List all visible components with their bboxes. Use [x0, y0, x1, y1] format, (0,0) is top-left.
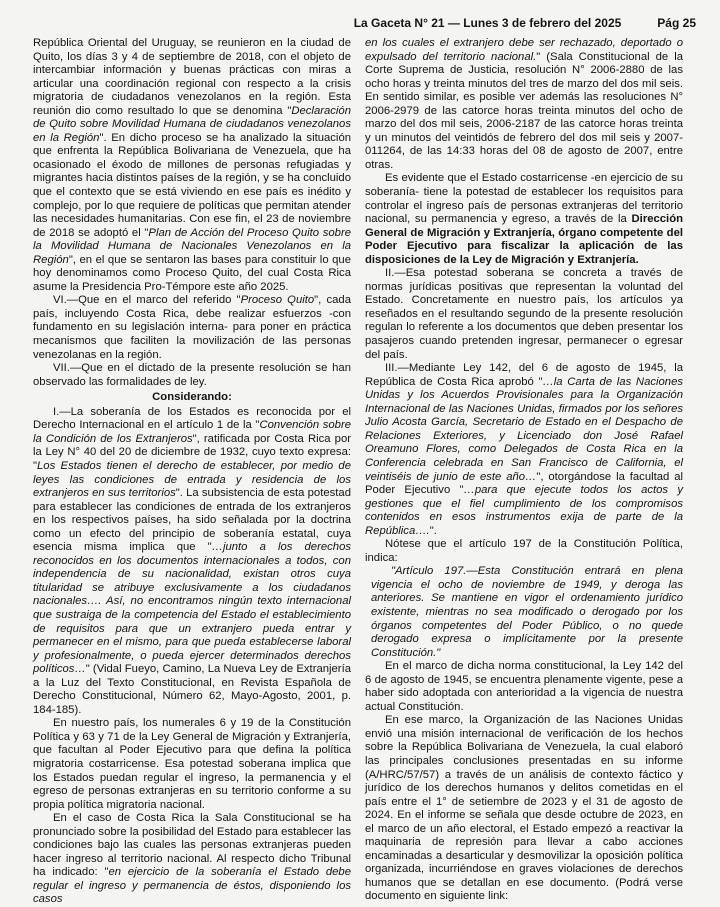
paragraph: I.—La soberanía de los Estados es reconocida por el Derecho Internacional en el artículo 1 de la "Convención sobre la Condición de los Extranjeros", ratificada por Costa Rica por la Ley N° 40 del 20 de diciembre de 1932, cuyo texto expresa: "Los Estados tienen el derecho de establecer, por medio de leyes las condiciones de entrada y residencia de los extranjeros en sus territorios". La subsistencia de esta potestad para establecer las condiciones de entrada de los extranjeros en los respectivos países, ha sido señalada por la doctrina como un efecto del principio de soberanía estatal, cuya esencia misma implica que "…junto a los derechos reconocidos en los documentos internacionales a todos, con independencia de su nacionalidad, existan otros cuya titularidad se atribuye exclusivamente a los ciudadanos nacionales…. Así, no encontramos ningún texto internacional que sustraiga de la competencia del Estado el establecimiento de requisitos para que un extranjero pueda entrar y permanecer en el mismo, para que pueda establecerse laboral y profesionalmente, o pueda ejercer determinados derechos políticos…" (Vidal Fueyo, Camino, La Nueva Ley de Extranjería a la Luz del Texto Constitucional, en Revista Española de Derecho Constitucional, Número 62, Mayo-Agosto, 2001, p. 184-185).: [33, 405, 351, 716]
left-column: [33, 37, 351, 907]
paragraph: III.—Mediante Ley 142, del 6 de agosto de 1945, la República de Costa Rica aprobó "…la Carta de las Naciones Unidas y los Acuerdos Provisionales para la Organización Internacional de las Naciones Unidas, firmados por los señores Julio Acosta García, Secretario de Estado en el Despacho de Relaciones Exteriores, y Licenciado don José Rafael Oreamuno Flores, como Delegados de Costa Rica en la Conferencia celebrada en San Francisco de California, el veintiséis de junio de este año…", otorgándose la facultad al Poder Ejecutivo "…para que ejecute todos los actos y gestiones que el fiel cumplimiento de los compromisos contenidos en esos instrumentos exija de parte de la República….".: [365, 362, 684, 537]
paragraph: Nótese que el artículo 197 de la Constitución Política, indica:: [365, 538, 683, 564]
paragraph: VII.—Que en el dictado de la presente resolución se han observado las formalidades de ley.: [33, 362, 351, 388]
paragraph: VI.—Que en el marco del referido "Proceso Quito", cada país, incluyendo Costa Rica, debe realizar esfuerzos -con fundamento en su legislación interna- para poner en práctica mecanismos que faciliten la movilización de las personas venezolanas en la región.: [33, 294, 351, 361]
section-heading: Considerando:: [152, 391, 232, 404]
paragraph: II.—Esa potestad soberana se concreta a través de normas jurídicas positivas que representan la voluntad del Estado. Concretamente en nuestro país, los artículos ya reseñados en el resultando segundo de la presente resolución regulan lo referente a los documentos que deben presentar los pasajeros cuando pretenden ingresar, permanecer o egresar del país.: [365, 267, 683, 361]
right-column: [365, 37, 683, 907]
paragraph: en los cuales el extranjero debe ser rechazado, deportado o expulsado del territorio nacional." (Sala Constitucional de la Corte Suprema de Justicia, resolución N° 2006-2880 de las ocho horas y treinta minutos del tres de marzo del dos mil seis. En sentido similar, es posible ver además las resoluciones N° 2006-2979 de las catorce horas treinta minutos del ocho de marzo del dos mil seis, 2006-2187 de las catorce horas treinta y un minutos del veintidós de febrero del dos mil seis y 2007-011264, de las 14:33 horas del 08 de agosto de 2007, entre otras.: [365, 37, 683, 171]
paragraph: Es evidente que el Estado costarricense -en ejercicio de su soberanía- tiene la potestad de establecer los requisitos para controlar el ingreso país de personas extranjeras del territorio nacional, su permanencia y egreso, a través de la Dirección General de Migración y Extranjería, órgano competente del Poder Ejecutivo para fiscalizar la aplicación de las disposiciones de la Ley de Migración y Extranjería.: [365, 172, 683, 266]
paragraph: República Oriental del Uruguay, se reunieron en la ciudad de Quito, los días 3 y 4 de septiembre de 2018, con el objeto de intercambiar información y buenas prácticas con miras a articular una coordinación regional con respecto a la crisis migratoria de ciudadanos venezolanos en la región. Esta reunión dio como resultado lo que se denomina "Declaración de Quito sobre Movilidad Humana de ciudadanos venezolanos en la Región". En dicho proceso se ha analizado la situación que enfrenta la República Bolivariana de Venezuela, que ha ocasionado el éxodo de millones de personas refugiadas y migrantes hacia distintos países de la región, y se ha concluido que el contexto que se está viviendo en ese país es inédito y complejo, por lo que requiere de políticas que permitan atender las necesidades humanitarias. Con ese fin, el 23 de noviembre de 2018 se adoptó el "Plan de Acción del Proceso Quito sobre la Movilidad Humana de Nacionales Venezolanos en la Región", en el que se sentaron las bases para constituir lo que hoy denominamos como Proceso Quito, del cual Costa Rica asume la Presidencia Pro-Témpore este año 2025.: [33, 37, 352, 293]
gazette-title: La Gaceta N° 21 — Lunes 3 de febrero del 2025: [353, 16, 622, 30]
constitution-quote: "Artículo 197.—Esta Constitución entrará en plena vigencia el ocho de noviembre de 1949, y deroga las anteriores. Se mantiene en vigor el ordenamiento jurídico existente, mientras no sea modificado o derogado por los órganos competentes del Poder Público, o no quede derogado expresa o implícitamente por la presente Constitución.": [371, 565, 683, 659]
paragraph: En el marco de dicha norma constitucional, la Ley 142 del 6 de agosto de 1945, se encuentra plenamente vigente, pese a haber sido adoptada con anterioridad a la vigencia de nuestra actual Constitución.: [365, 660, 683, 713]
page-header: [33, 0, 696, 30]
paragraph: En ese marco, la Organización de las Naciones Unidas envió una misión internacional de verificación de los hechos sobre la República Bolivariana de Venezuela, la cual elaboró las principales conclusiones presentadas en su informe (A/HRC/57/57) a través de un análisis de contexto fáctico y jurídico de los derechos humanos y delitos cometidas en el país entre el 1° de setiembre de 2023 y el 31 de agosto de 2024. En el informe se señala que desde octubre de 2023, en el marco de un año electoral, el Estado empezó a reactivar la maquinaria de represión para llevar a cabo acciones encaminadas a desarticular y desmovilizar la oposición política organizada, incurriéndose en graves violaciones de derechos humanos que se detallan en ese documento. (Podrá verse documento en siguiente link:: [365, 714, 683, 903]
text-columns: [33, 37, 696, 907]
page-number: Pág 25: [657, 16, 696, 30]
paragraph: En nuestro país, los numerales 6 y 19 de la Constitución Política y 63 y 71 de la Ley General de Migración y Extranjería, que facultan al Poder Ejecutivo para que defina la política migratoria costarricense. Esa potestad soberana implica que los Estados puedan regular el ingreso, la permanencia y el egreso de personas extranjeras en su territorio conforme a su propia política migratoria nacional.: [33, 717, 351, 811]
paragraph: En el caso de Costa Rica la Sala Constitucional se ha pronunciado sobre la posibilidad del Estado para establecer las condiciones bajo las cuales las personas extranjeras pueden hacer ingreso al territorio nacional. Al respecto dicho Tribunal ha indicado: "en ejercicio de la soberanía el Estado debe regular el ingreso y permanencia de éstos, disponiendo los casos: [33, 812, 352, 906]
